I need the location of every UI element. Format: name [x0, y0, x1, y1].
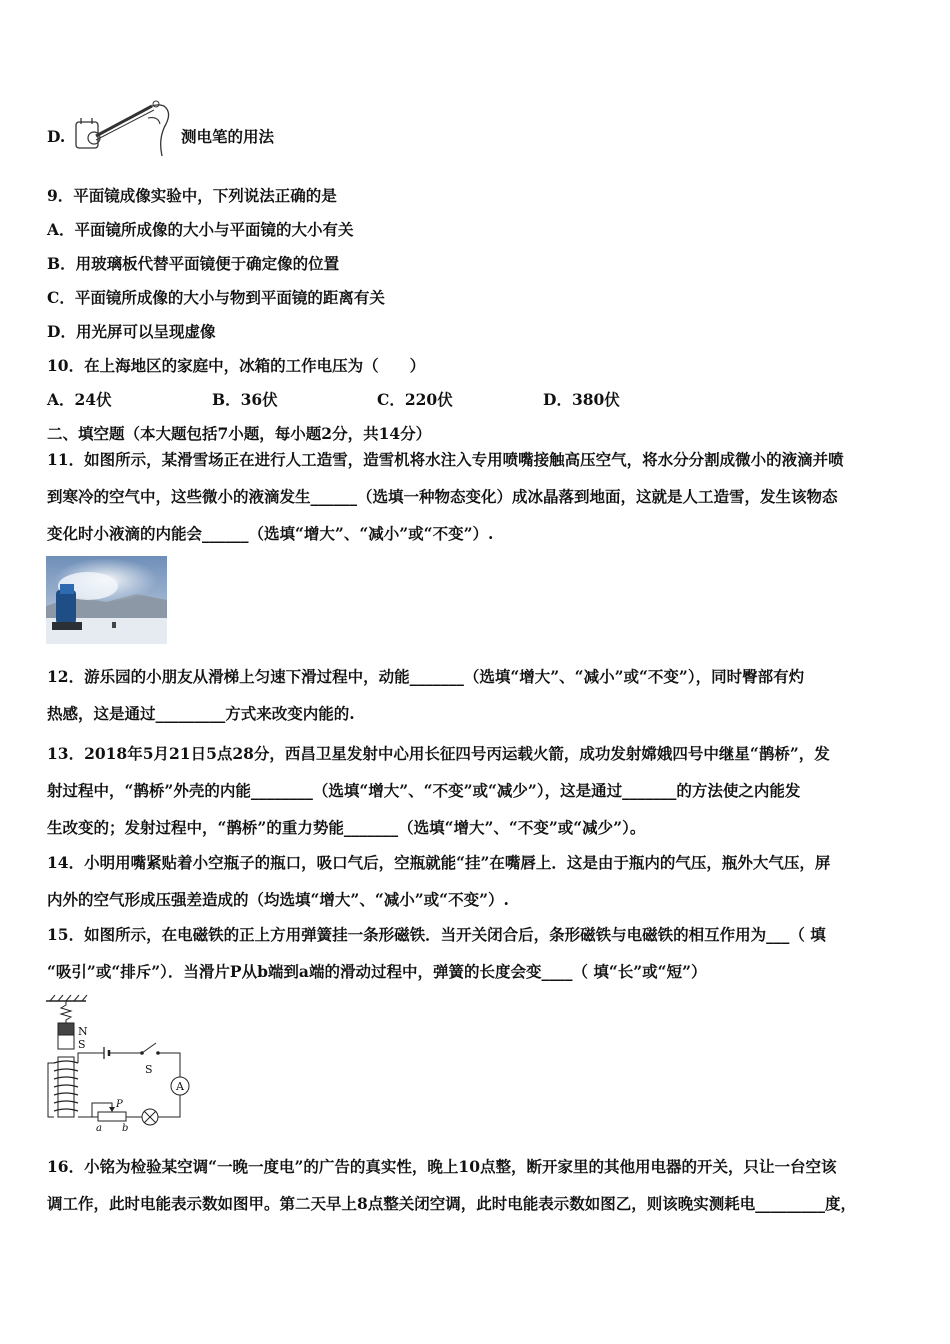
q9-option-b: B．用玻璃板代替平面镜便于确定像的位置: [47, 254, 340, 273]
q16-line-1: 16．小铭为检验某空调“一晚一度电”的广告的真实性，晚上10点整，断开家里的其他用电器的开关，只让一台空该: [47, 1157, 837, 1176]
q12-line-2: 热感，这是通过_________方式来改变内能的.: [47, 704, 355, 723]
q10-option-b: B．36伏: [212, 390, 278, 409]
q13-line-2: 射过程中，“鹊桥”外壳的内能________（选填“增大”、“不变”或“减少”），这是通过_______的方法使之内能发: [47, 781, 801, 800]
q10-option-d: D．380伏: [543, 390, 620, 409]
q14-line-1: 14．小明用嘴紧贴着小空瓶子的瓶口，吸口气后，空瓶就能“挂”在嘴唇上．这是由于瓶内的气压，瓶外大气压，屏: [47, 853, 831, 872]
end-b-label: b: [122, 1123, 129, 1133]
q9-option-a: A．平面镜所成像的大小与平面镜的大小有关: [47, 220, 354, 239]
electromagnet-circuit-diagram: [42, 993, 197, 1133]
snow-machine-photo: [46, 556, 167, 644]
q9-stem: 9．平面镜成像实验中，下列说法正确的是: [47, 186, 337, 205]
q15-line-2: “吸引”或“排斥”）．当滑片P从b端到a端的滑动过程中，弹簧的长度会变____（ 填“长”或“短”）: [47, 962, 707, 981]
q9-option-d: D．用光屏可以呈现虚像: [47, 322, 216, 341]
q13-line-1: 13．2018年5月21日5点28分，西昌卫星发射中心用长征四号丙运载火箭，成功发射嫦娥四号中继星“鹊桥”，发: [47, 744, 830, 763]
q8-option-d-label: D.: [47, 127, 66, 146]
switch-label: S: [145, 1063, 153, 1076]
q10-option-c: C．220伏: [377, 390, 453, 409]
q10-option-a: A．24伏: [47, 390, 112, 409]
q11-line-2: 到寒冷的空气中，这些微小的液滴发生______（选填一种物态变化）成冰晶落到地面，这就是人工造雪，发生该物态: [47, 487, 838, 506]
magnet-n-label: N: [78, 1025, 88, 1038]
magnet-s-label: S: [78, 1038, 86, 1051]
q15-line-1: 15．如图所示，在电磁铁的正上方用弹簧挂一条形磁铁．当开关闭合后，条形磁铁与电磁铁的相互作用为___（ 填: [47, 925, 826, 944]
q16-line-2: 调工作，此时电能表示数如图甲。第二天早上8点整关闭空调，此时电能表示数如图乙，则该晚实测耗电_________度，: [47, 1194, 857, 1213]
slider-p-label: P: [116, 1099, 123, 1110]
q9-option-c: C．平面镜所成像的大小与物到平面镜的距离有关: [47, 288, 385, 307]
q10-stem: 10．在上海地区的家庭中，冰箱的工作电压为（ ）: [47, 356, 426, 375]
q14-line-2: 内外的空气形成压强差造成的（均选填“增大”、“减小”或“不变”）.: [47, 890, 509, 909]
test-pen-illustration: [72, 98, 177, 160]
q11-line-3: 变化时小液滴的内能会______（选填“增大”、“减小”或“不变”）.: [47, 524, 494, 543]
ammeter-label: A: [176, 1080, 184, 1093]
end-a-label: a: [96, 1123, 102, 1133]
q8-option-d-text: 测电笔的用法: [181, 127, 275, 146]
q11-line-1: 11．如图所示，某滑雪场正在进行人工造雪，造雪机将水注入专用喷嘴接触高压空气，将水分分割成微小的液滴并喷: [47, 450, 844, 469]
q13-line-3: 生改变的；发射过程中，“鹊桥”的重力势能_______（选填“增大”、“不变”或“减少”）。: [47, 818, 646, 837]
section-heading: 二、填空题（本大题包括7小题，每小题2分，共14分）: [47, 424, 432, 443]
q12-line-1: 12．游乐园的小朋友从滑梯上匀速下滑过程中，动能_______（选填“增大”、“减小”或“不变”），同时臀部有灼: [47, 667, 805, 686]
